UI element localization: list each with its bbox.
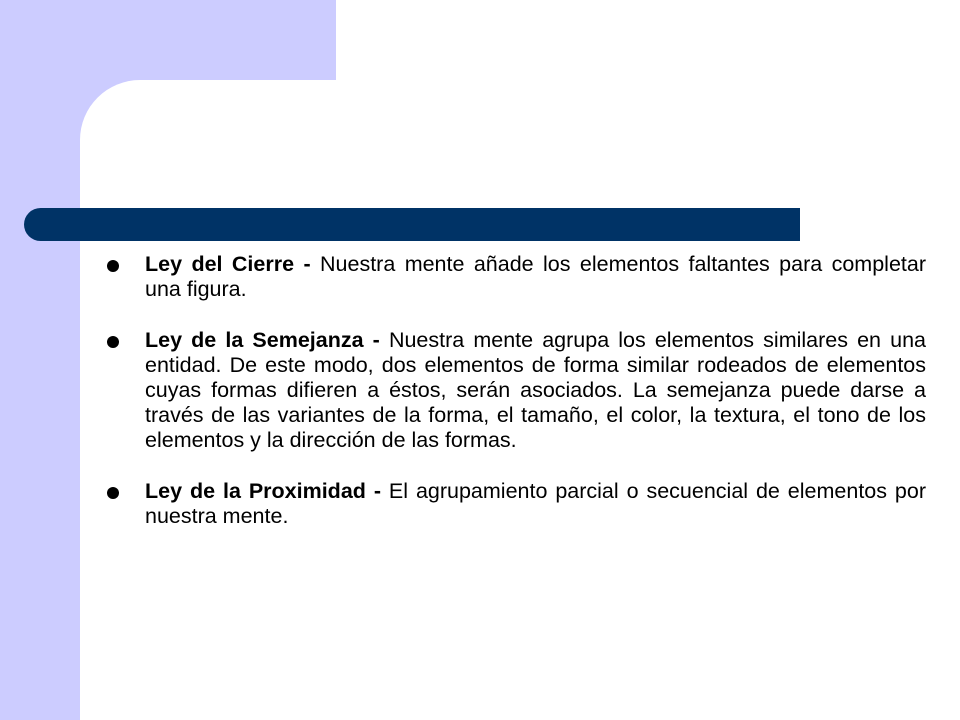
bullet-list [104,252,926,529]
bullet-term: Ley de la Semejanza - [145,328,389,352]
bullet-item-semejanza [104,328,926,453]
bullet-text: Nuestra mente añade los elementos faltantes para completar una figura. [145,252,926,301]
bullet-term: Ley de la Proximidad - [145,479,389,503]
accent-top-band [0,0,336,80]
bullet-term: Ley del Cierre - [145,252,321,276]
bullet-dot-icon [107,487,119,499]
title-bar [24,208,800,241]
bullet-text: El agrupamiento parcial o secuencial de elementos por nuestra mente. [145,479,926,528]
bullet-dot-icon [107,260,119,272]
bullet-text: Nuestra mente agrupa los elementos similares en una entidad. De este modo, dos elementos de forma similar rodeados de elementos cuyas formas difieren a éstos, serán asociados. La semejanza puede darse a través de las variantes de la forma, el tamaño, el color, la textura, el tono de los elementos y la dirección de las formas. [145,328,926,452]
bullet-item-cierre [104,252,926,302]
bullet-item-proximidad [104,479,926,529]
accent-left-band [0,0,80,720]
bullet-dot-icon [107,336,119,348]
